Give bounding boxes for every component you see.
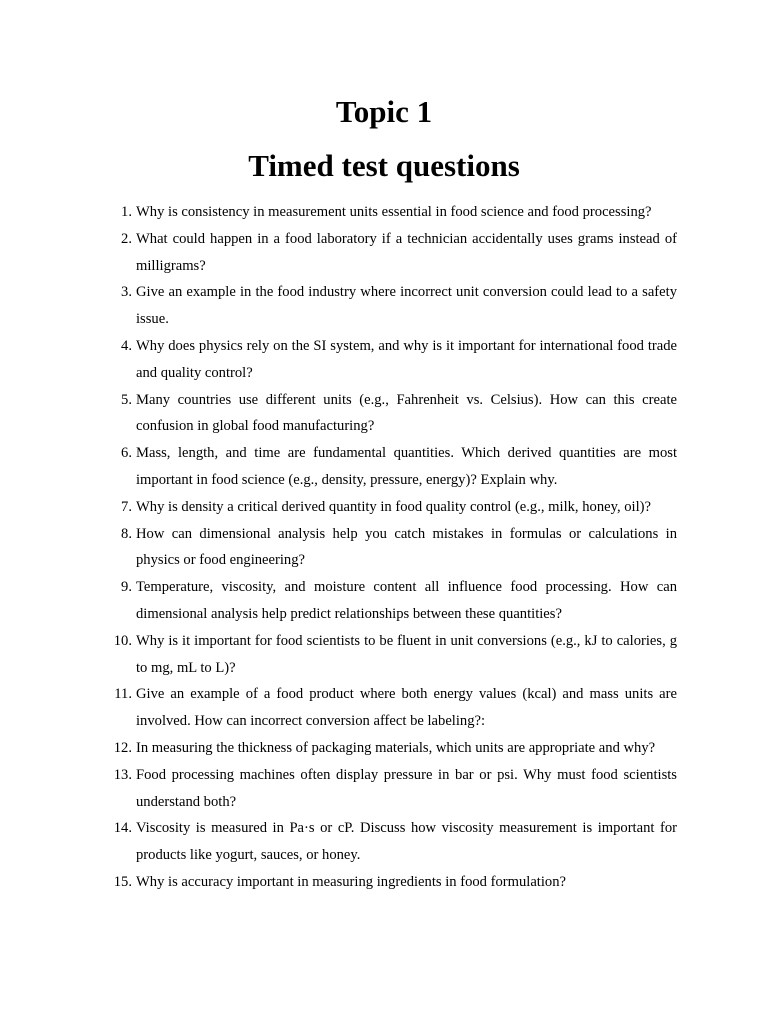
question-item [100,521,677,575]
question-number: 5. [121,391,132,408]
question-text: Why does physics rely on the SI system, and why is it important for international food trade and quality control? [136,337,677,381]
question-number: 3. [121,284,132,301]
question-item [100,681,677,735]
question-item [100,574,677,628]
question-number: 7. [121,498,132,515]
question-text: Temperature, viscosity, and moisture content all influence food processing. How can dimensional analysis help predict relationships between these quantities? [136,579,677,622]
question-number: 13. [113,766,132,783]
question-item [100,869,677,896]
question-list [100,199,677,896]
question-text: How can dimensional analysis help you catch mistakes in formulas or calculations in physics or food engineering? [136,525,677,569]
question-number: 12. [113,739,132,756]
question-item [100,199,677,226]
question-number: 6. [121,445,132,462]
question-number: 1. [121,204,132,220]
question-number: 2. [121,230,132,247]
question-number: 15. [113,873,132,890]
question-item [100,440,677,494]
question-text: Why is accuracy important in measuring ingredients in food formulation? [136,873,566,890]
question-number: 4. [121,337,132,354]
question-text: Why is consistency in measurement units essential in food science and food processing? [136,204,652,220]
question-item [100,279,677,333]
question-text: Food processing machines often display pressure in bar or psi. Why must food scientists understand both? [136,766,677,810]
question-item [100,226,677,280]
question-item [100,762,677,816]
question-text: Why is it important for food scientists to be fluent in unit conversions (e.g., kJ to calories, g to mg, mL to L)? [136,632,677,676]
question-item [100,333,677,387]
page-subtitle: Timed test questions [248,148,520,183]
question-text: In measuring the thickness of packaging materials, which units are appropriate and why? [136,739,656,756]
page-title: Topic 1 [335,94,433,129]
question-number: 10. [113,632,132,649]
question-item [100,815,677,869]
question-item [100,494,677,521]
question-item [100,735,677,762]
question-number: 11. [114,686,132,703]
question-number: 8. [121,525,132,542]
question-text: What could happen in a food laboratory if a technician accidentally uses grams instead of milligrams? [136,230,677,274]
question-text: Viscosity is measured in Pa·s or cP. Discuss how viscosity measurement is important for products like yogurt, sauces, or honey. [136,820,677,864]
question-text: Why is density a critical derived quantity in food quality control (e.g., milk, honey, oil)? [136,498,651,515]
question-item [100,628,677,682]
question-text: Give an example in the food industry where incorrect unit conversion could lead to a safety issue. [136,284,677,328]
question-number: 14. [113,820,132,837]
question-text: Mass, length, and time are fundamental quantities. Which derived quantities are most important in food science (e.g., density, pressure, energy)? Explain why. [136,445,677,488]
question-item [100,387,677,441]
question-text: Many countries use different units (e.g., Fahrenheit vs. Celsius). How can this create confusion in global food manufacturing? [136,391,677,435]
question-number: 9. [121,579,132,596]
question-text: Give an example of a food product where both energy values (kcal) and mass units are involved. How can incorrect conversion affect be labeling?: [136,686,677,730]
